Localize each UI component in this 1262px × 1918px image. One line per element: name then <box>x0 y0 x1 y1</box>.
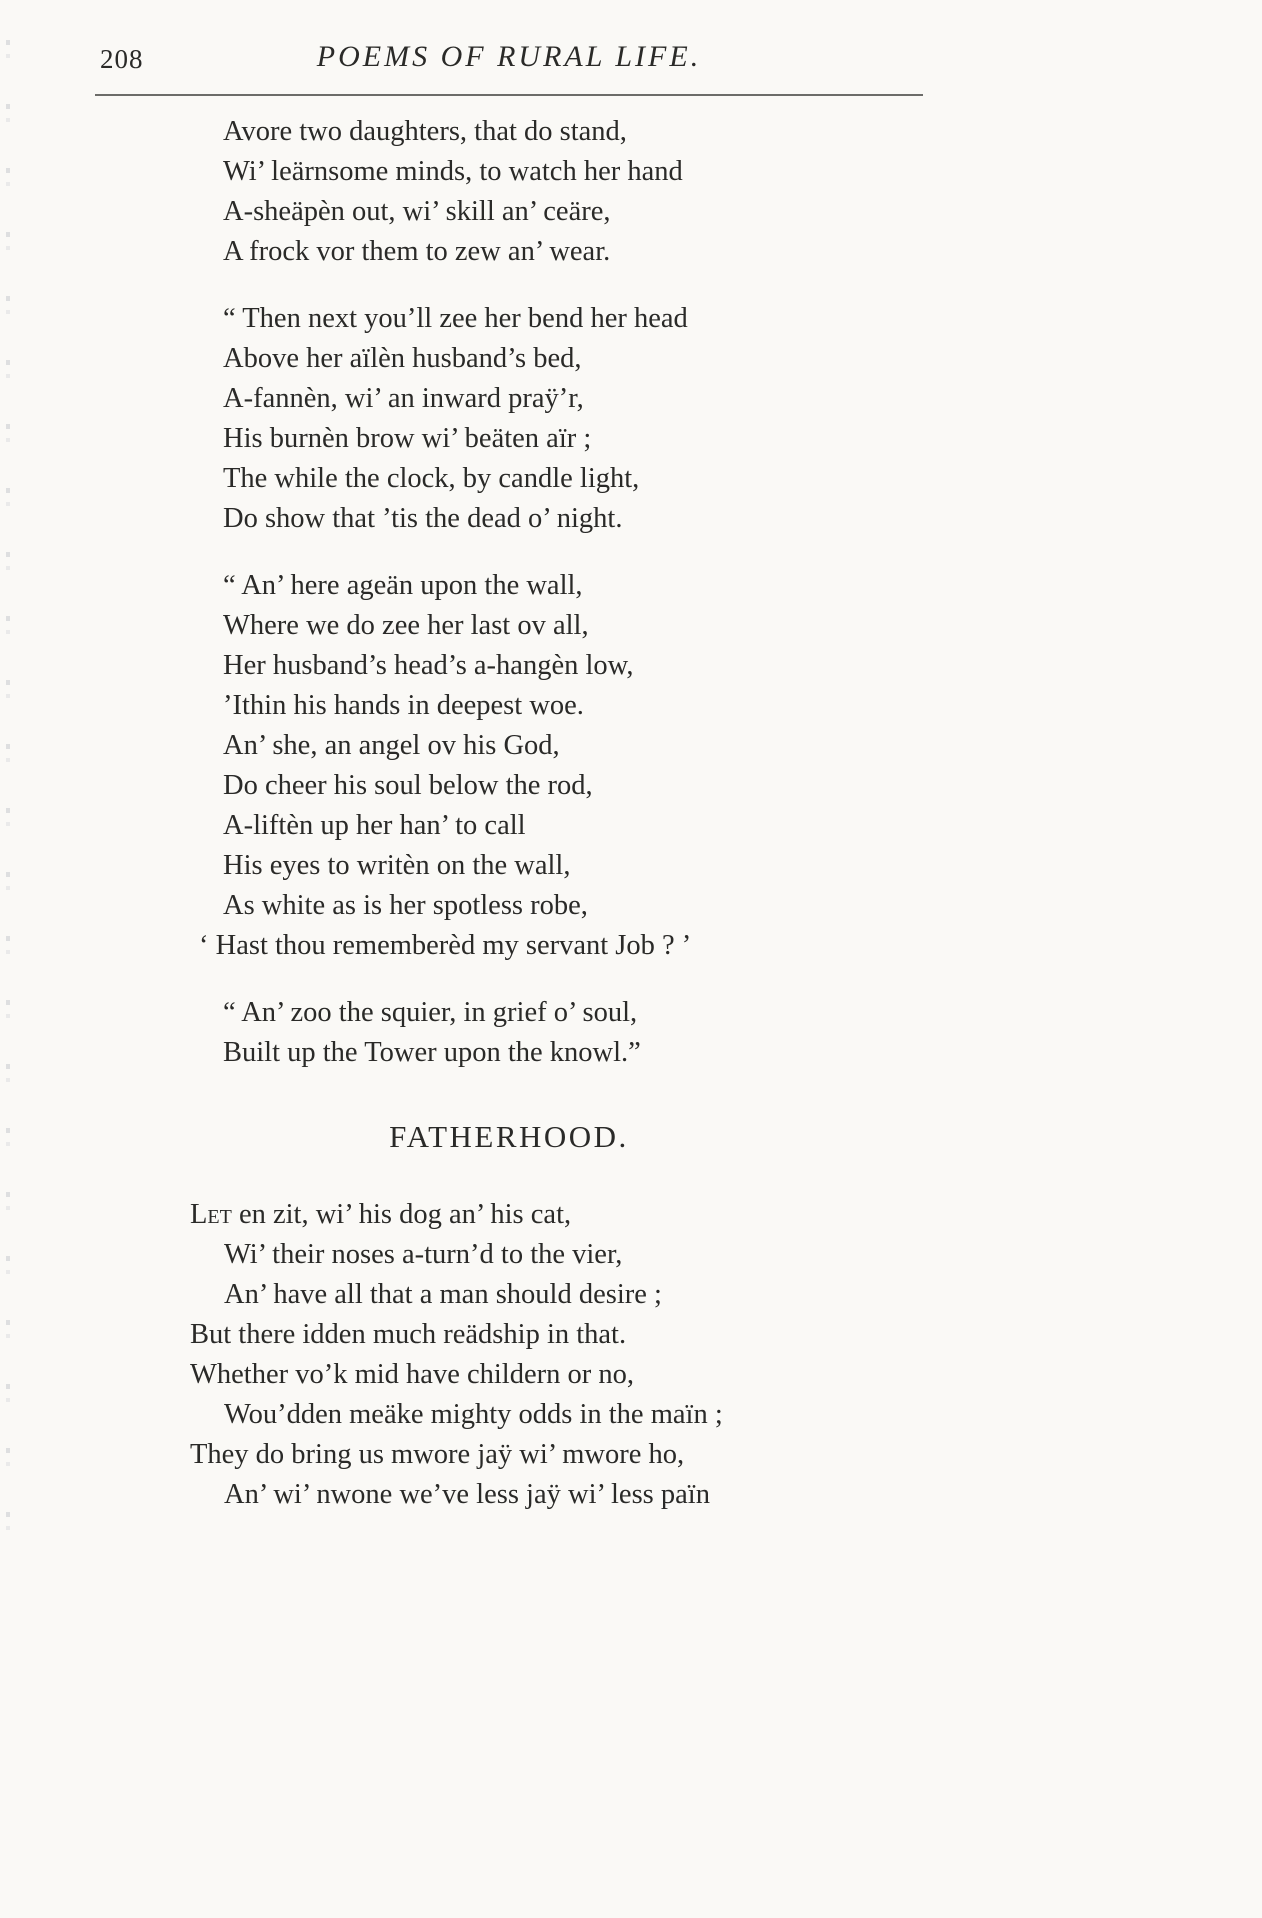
poem-line: Do cheer his soul below the rod, <box>223 770 593 801</box>
poem-continuation <box>95 112 923 1073</box>
poem-line: Wou’dden meäke mighty odds in the maïn ; <box>224 1399 723 1430</box>
smallcaps-lead-word: Let <box>190 1199 232 1230</box>
page-number: 208 <box>100 44 144 74</box>
scan-artifact-marks <box>6 40 10 1540</box>
stanza <box>223 299 923 539</box>
poem-line: A-fannèn, wi’ an inward praÿ’r, <box>223 383 584 414</box>
stanza <box>223 112 923 272</box>
poem-line: “ Then next you’ll zee her bend her head <box>223 303 688 334</box>
poem-line: An’ she, an angel ov his God, <box>223 730 560 761</box>
poem-line: A-sheäpèn out, wi’ skill an’ ceäre, <box>223 196 611 227</box>
poem-line: Do show that ’tis the dead o’ night. <box>223 503 623 534</box>
poem-line: Avore two daughters, that do stand, <box>223 116 627 147</box>
poem-line: Whether vo’k mid have childern or no, <box>190 1359 634 1390</box>
poem-line: Her husband’s head’s a-hangèn low, <box>223 650 634 681</box>
poem-line: Where we do zee her last ov all, <box>223 610 589 641</box>
poem-line: A-liftèn up her han’ to call <box>223 810 526 841</box>
poem-line: As white as is her spotless robe, <box>223 890 588 921</box>
stanza <box>223 993 923 1073</box>
running-header: POEMS OF RURAL LIFE. <box>316 40 702 73</box>
poem-line: An’ have all that a man should desire ; <box>224 1279 662 1310</box>
poem-fatherhood <box>95 1195 923 1515</box>
poem-line: Let en zit, wi’ his dog an’ his cat, <box>190 1199 572 1230</box>
poem-line: Wi’ their noses a-turn’d to the vier, <box>224 1239 623 1270</box>
page-header <box>95 0 923 96</box>
poem-line: His burnèn brow wi’ beäten aïr ; <box>223 423 592 454</box>
poem-line: His eyes to writèn on the wall, <box>223 850 571 881</box>
poem-line: They do bring us mwore jaÿ wi’ mwore ho, <box>190 1439 685 1470</box>
header-rule <box>95 94 923 96</box>
poem-line: “ An’ zoo the squier, in grief o’ soul, <box>223 997 638 1028</box>
poem-line: Above her aïlèn husband’s bed, <box>223 343 582 374</box>
stanza <box>199 566 923 966</box>
poem-line: A frock vor them to zew an’ wear. <box>223 236 611 267</box>
poem-line: An’ wi’ nwone we’ve less jaÿ wi’ less païn <box>224 1479 710 1510</box>
poem-line: But there idden much reädship in that. <box>190 1319 627 1350</box>
section-title: FATHERHOOD. <box>389 1119 629 1154</box>
poem-line: The while the clock, by candle light, <box>223 463 640 494</box>
poem-line: Built up the Tower upon the knowl.” <box>223 1037 641 1068</box>
poem-line: ’Ithin his hands in deepest woe. <box>223 690 584 721</box>
poem-line: ‘ Hast thou rememberèd my servant Job ? ’ <box>199 930 692 961</box>
page-content <box>95 0 923 1515</box>
poem-line: Wi’ leärnsome minds, to watch her hand <box>223 156 683 187</box>
poem-line: “ An’ here ageän upon the wall, <box>223 570 583 601</box>
